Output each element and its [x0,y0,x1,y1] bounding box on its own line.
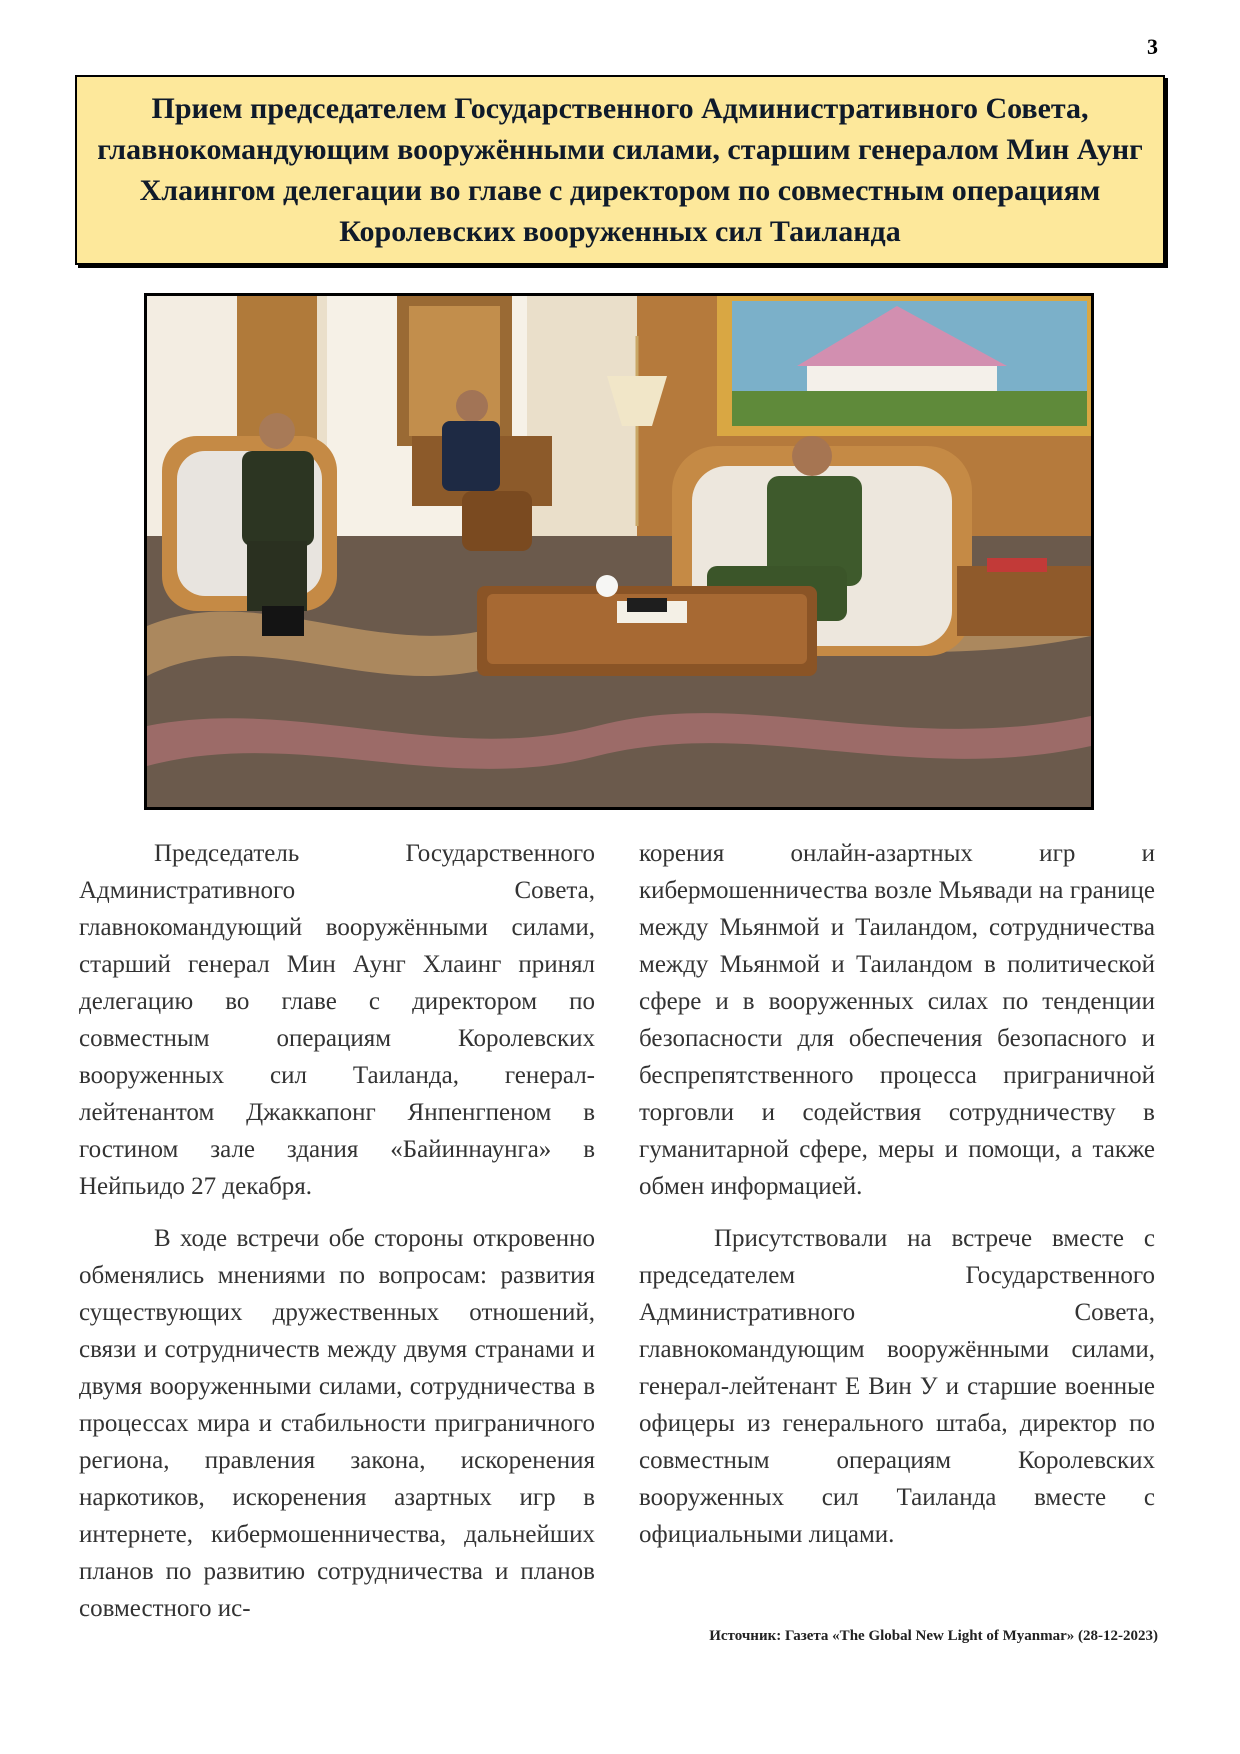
article-paragraph: Присутствовали на встрече вместе с председателем Государственного Административного Совета, главнокомандующим вооружёнными силами, генерал-лейтенант Е Вин У и старшие военные офицеры из генерального штаба, директор по совместным операциям Королевских вооруженных сил Таиланда вместе с официальными лицами. [639,1225,1155,1548]
meeting-photo-illustration [147,296,1091,807]
source-credit: Источник: Газета «The Global New Light of Myanmar» (28-12-2023) [709,1628,1158,1644]
article-right-column [639,835,1155,1568]
meeting-photo [144,293,1094,810]
headline-box [75,75,1165,265]
article-paragraph: корения онлайн-азартных игр и кибермошенничества возле Мьявади на границе между Мьянмой и Таиландом, сотрудничества между Мьянмой и Таиландом в политической сфере и в вооруженных силах по тенденции безопасности для обеспечения безопасного и беспрепятственного процесса приграничной торговли и содействия сотрудничеству в гуманитарной сфере, меры и помощи, а также обмен информацией. [639,840,1155,1200]
article-paragraph: В ходе встречи обе стороны откровенно обменялись мнениями по вопросам: развития существующих дружественных отношений, связи и сотрудничеств между двумя странами и двумя вооруженными силами, сотрудничества в процессах мира и стабильности приграничного региона, правления закона, искоренения наркотиков, искоренения азартных игр в интернете, кибермошенничества, дальнейших планов по развитию сотрудничества и планов совместного ис- [79,1225,595,1622]
article-paragraph: Председатель Государственного Административного Совета, главнокомандующий вооружёнными силами, старший генерал Мин Аунг Хлаинг принял делегацию во главе с директором по совместным операциям Королевских вооруженных сил Таиланда, генерал-лейтенантом Джаккапонг Янпенгпеном в гостином зале здания «Байиннаунга» в Нейпьидо 27 декабря. [79,840,595,1200]
headline: Прием председателем Государственного Административного Совета, главнокомандующим вооружёнными силами, старшим генералом Мин Аунг Хлаингом делегации во главе с директором по совместным операциям Королевских вооруженных сил Таиланда [97,92,1143,248]
page-number: 3 [1147,34,1158,59]
article-left-column [79,835,595,1642]
